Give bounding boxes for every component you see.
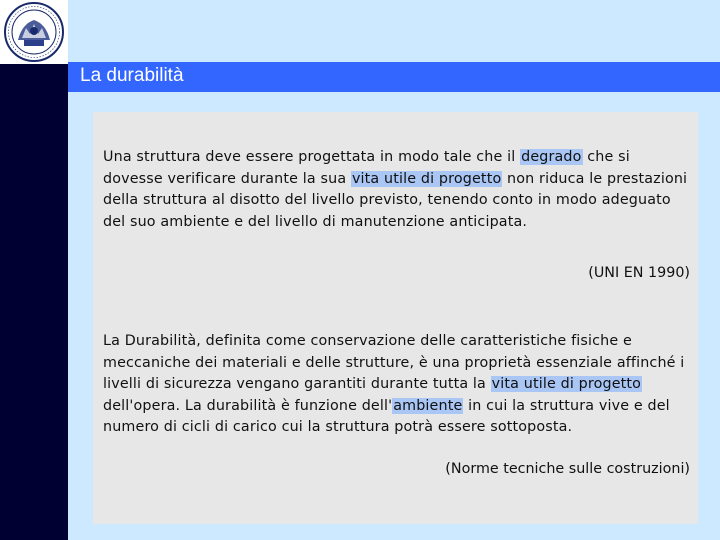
paragraph-durability bbox=[103, 331, 691, 439]
text-segment: non riduca le prestazioni della struttura al disotto del livello previsto, tenendo conto in modo adeguato del suo ambiente e del livello di manutenzione anticipata. bbox=[103, 170, 688, 230]
logo bbox=[0, 0, 68, 64]
text-segment: in cui la struttura vive e del numero di cicli di carico cui la struttura potrà essere sottoposta. bbox=[103, 397, 670, 436]
title-bar bbox=[68, 62, 720, 92]
text-segment: La Durabilità, definita come conservazione delle caratteristiche fisiche e meccaniche dei materiali e delle strutture, è una proprietà essenziale affinché i livelli di sicurezza vengano garantiti durante tutta la bbox=[103, 333, 685, 393]
citation-norme-tecniche: (Norme tecniche sulle costruzioni) bbox=[445, 461, 690, 477]
text-segment: Una struttura deve essere progettata in modo tale che il bbox=[103, 149, 521, 165]
university-seal-icon bbox=[0, 0, 68, 64]
content-panel bbox=[93, 112, 698, 524]
highlight-ambiente: ambiente bbox=[393, 397, 463, 414]
citation-uni-en-1990: (UNI EN 1990) bbox=[588, 265, 690, 281]
highlight-degrado: degrado bbox=[521, 149, 582, 165]
left-sidebar bbox=[0, 0, 68, 540]
highlight-vita-utile: vita utile di progetto bbox=[351, 170, 502, 187]
text-segment: che si dovesse verificare durante la sua bbox=[103, 149, 630, 187]
paragraph-definition bbox=[103, 147, 691, 233]
highlight-vita-utile: vita utile di progetto bbox=[491, 376, 642, 393]
text-segment: dell'opera. La durabilità è funzione dell' bbox=[103, 397, 393, 414]
page-title: La durabilità bbox=[80, 65, 184, 86]
